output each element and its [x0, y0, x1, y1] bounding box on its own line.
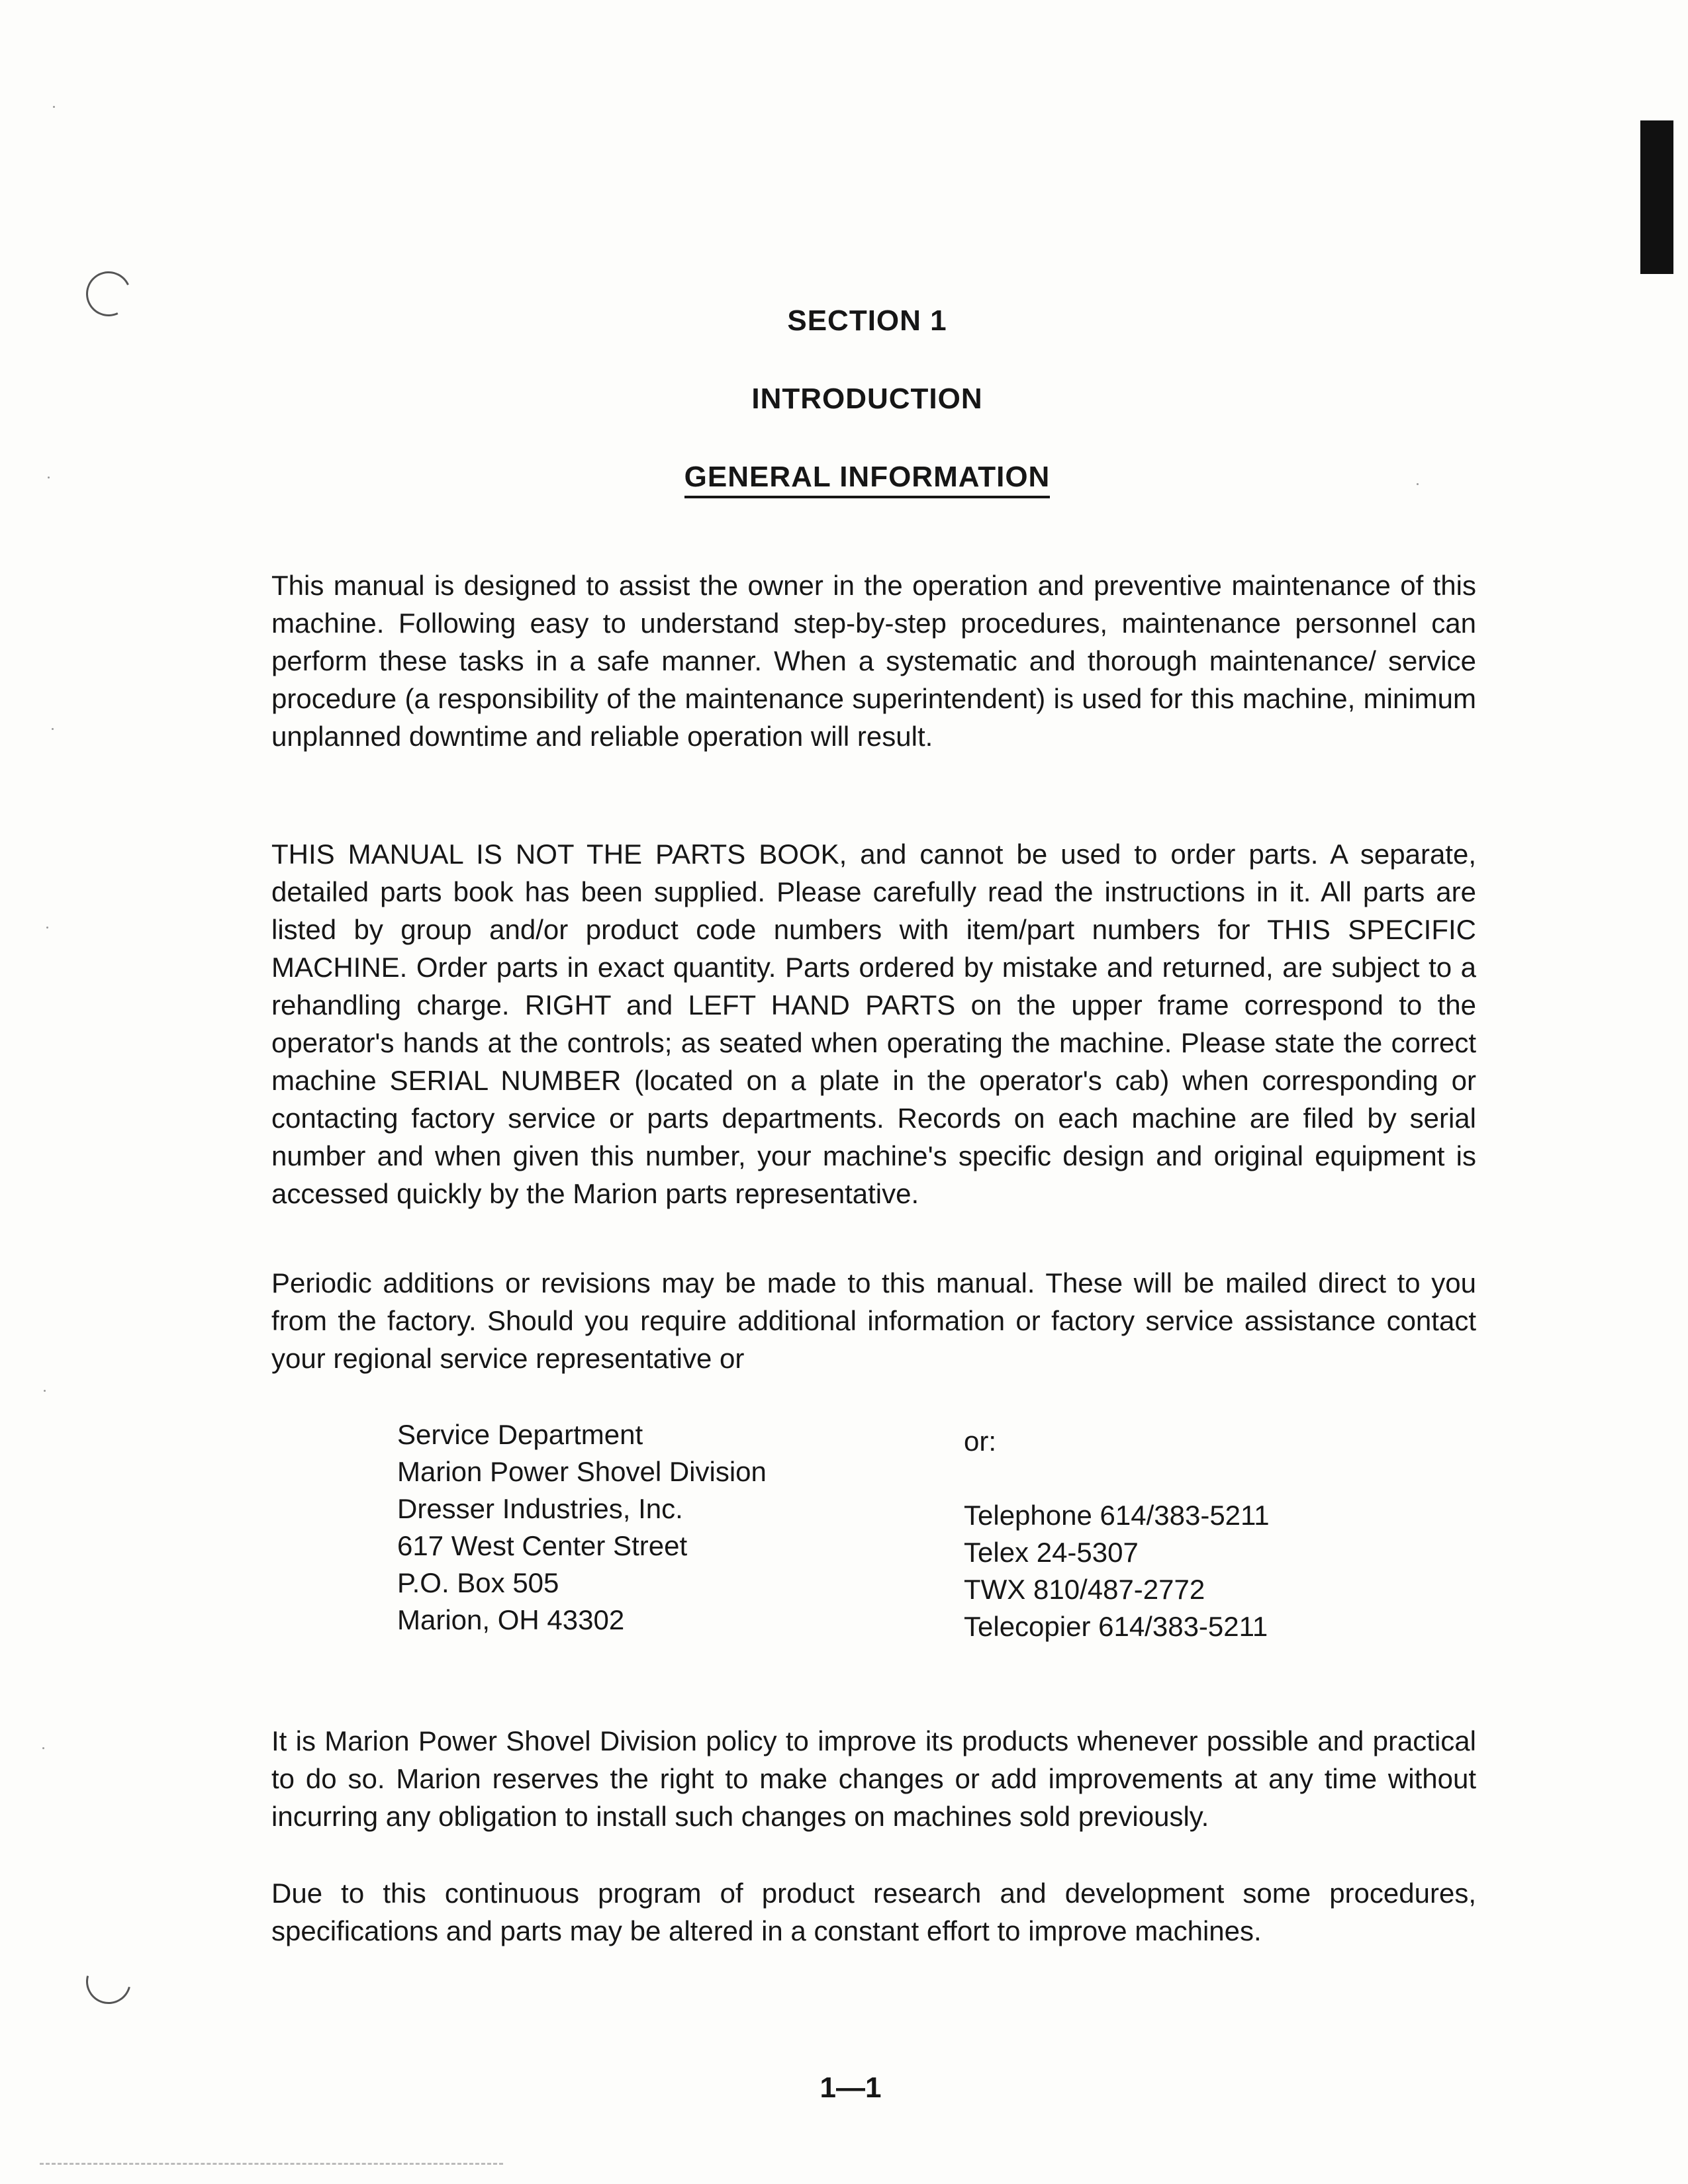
address-line: Marion, OH 43302 [397, 1604, 625, 1635]
scan-speck [42, 1747, 44, 1749]
subheading [0, 461, 1688, 494]
subheading-text: GENERAL INFORMATION [684, 461, 1051, 498]
scan-speck [52, 728, 54, 730]
or-label: or: [964, 1426, 997, 1457]
policy-paragraph: It is Marion Power Shovel Division policy to improve its products whenever possible and practical to do so. Marion reserves the right to make changes or add improvements at any time without incurring any obligation to install such changes on machines sold previously. [271, 1725, 1476, 1832]
contact-line: Telecopier 614/383-5211 [964, 1611, 1268, 1642]
contact-numbers [964, 1423, 1270, 1645]
address-line: Marion Power Shovel Division [397, 1456, 767, 1487]
research-paragraph: Due to this continuous program of product research and development some procedures, specifications and parts may be altered in a constant effort to improve machines. [271, 1878, 1476, 1946]
scan-speck [53, 106, 55, 108]
scan-edge-rule [40, 2163, 503, 2165]
revisions-paragraph: Periodic additions or revisions may be made to this manual. These will be mailed direct to you from the factory. Should you require additional information or factory service assistance contact your regional service representative or [271, 1267, 1476, 1374]
scan-speck [46, 927, 48, 929]
address-line: 617 West Center Street [397, 1530, 688, 1561]
address-line: Dresser Industries, Inc. [397, 1493, 683, 1524]
contact-line: Telex 24-5307 [964, 1537, 1139, 1568]
section-title: SECTION 1 [787, 304, 947, 337]
address-line: Service Department [397, 1419, 643, 1450]
contact-line: TWX 810/487-2772 [964, 1574, 1205, 1605]
service-address [397, 1416, 767, 1639]
contact-line: Telephone 614/383-5211 [964, 1500, 1270, 1531]
section-edge-tab [1640, 120, 1673, 274]
intro-paragraph: This manual is designed to assist the owner in the operation and preventive maintenance of this machine. Following easy to understand step-by-step procedures, maintenance personnel can perform these tasks in a safe manner. When a systematic and thorough maintenance/ service procedure (a responsibility of the maintenance superintendent) is used for this machine, minimum unplanned downtime and reliable operation will result. [271, 570, 1476, 752]
scan-speck [44, 1390, 46, 1392]
chapter-title: INTRODUCTION [751, 383, 983, 415]
page-number: 1—1 [820, 2071, 882, 2104]
parts-book-paragraph: THIS MANUAL IS NOT THE PARTS BOOK, and cannot be used to order parts. A separate, detailed parts book has been supplied. Please carefully read the instructions in it. All parts are listed by group and/or product code numbers with item/part numbers for THIS SPECIFIC MACHINE. Order parts in exact quantity. Parts ordered by mistake and returned, are subject to a rehandling charge. RIGHT and LEFT HAND PARTS on the upper frame correspond to the operator's hands at the controls; as seated when operating the machine. Please state the correct machine SERIAL NUMBER (located on a plate in the operator's cab) when corresponding or contacting factory service or parts departments. Records on each machine are filed by serial number and when given this number, your machine's specific design and original equipment is accessed quickly by the Marion parts representative. [271, 839, 1476, 1209]
address-line: P.O. Box 505 [397, 1567, 559, 1598]
binder-hole-bottom-mark [78, 1951, 140, 2013]
